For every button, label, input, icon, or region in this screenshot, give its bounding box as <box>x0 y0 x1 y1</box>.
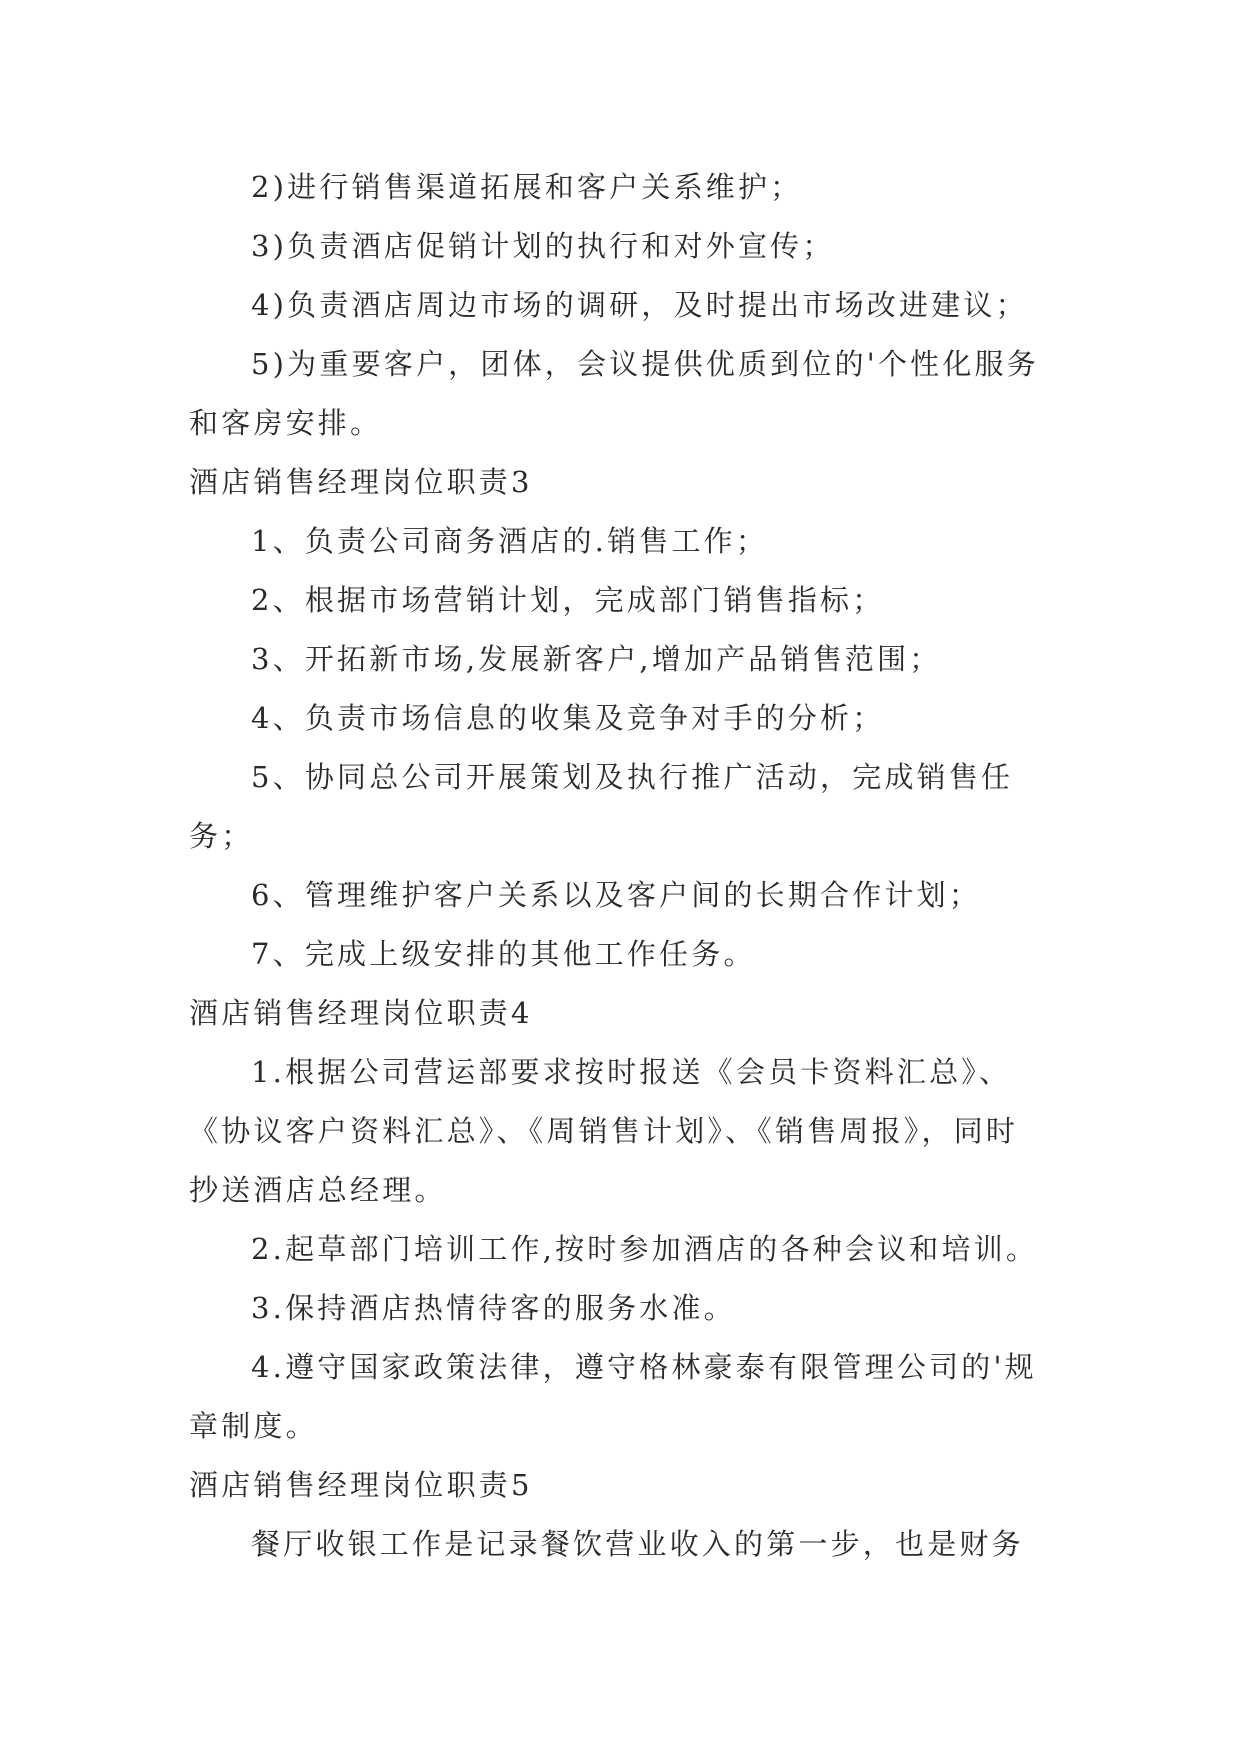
list-item: 5、协同总公司开展策划及执行推广活动，完成销售任务； <box>189 760 1014 853</box>
document-body <box>189 158 1049 1574</box>
list-item: 5)为重要客户，团体，会议提供优质到位的'个性化服务和客房安排。 <box>189 347 1039 440</box>
list-item: 2、根据市场营销计划，完成部门销售指标； <box>251 583 885 617</box>
list-item: 3、开拓新市场,发展新客户,增加产品销售范围； <box>251 642 942 676</box>
section-heading: 酒店销售经理岗位职责5 <box>189 1468 533 1502</box>
list-item: 6、管理维护客户关系以及客户间的长期合作计划； <box>251 878 982 912</box>
paragraph: 餐厅收银工作是记录餐饮营业收入的第一步，也是财务 <box>251 1527 1024 1561</box>
list-item: 1.根据公司营运部要求按时报送《会员卡资料汇总》、《协议客户资料汇总》、《周销售计划》、《销售周报》，同时抄送酒店总经理。 <box>189 1055 1019 1207</box>
list-item: 4)负责酒店周边市场的调研，及时提出市场改进建议； <box>251 288 1028 322</box>
list-item: 2)进行销售渠道拓展和客户关系维护； <box>251 170 803 204</box>
list-item: 4、负责市场信息的收集及竞争对手的分析； <box>251 701 885 735</box>
list-item: 3.保持酒店热情待客的服务水准。 <box>251 1291 736 1325</box>
list-item: 4.遵守国家政策法律，遵守格林豪泰有限管理公司的'规章制度。 <box>189 1350 1037 1443</box>
list-item: 1、负责公司商务酒店的.销售工作； <box>251 524 769 558</box>
list-item: 3)负责酒店促销计划的执行和对外宣传； <box>251 229 835 263</box>
list-item: 2.起草部门培训工作,按时参加酒店的各种会议和培训。 <box>251 1232 1039 1266</box>
section-heading: 酒店销售经理岗位职责4 <box>189 996 533 1030</box>
section-heading: 酒店销售经理岗位职责3 <box>189 465 533 499</box>
list-item: 7、完成上级安排的其他工作任务。 <box>251 937 756 971</box>
